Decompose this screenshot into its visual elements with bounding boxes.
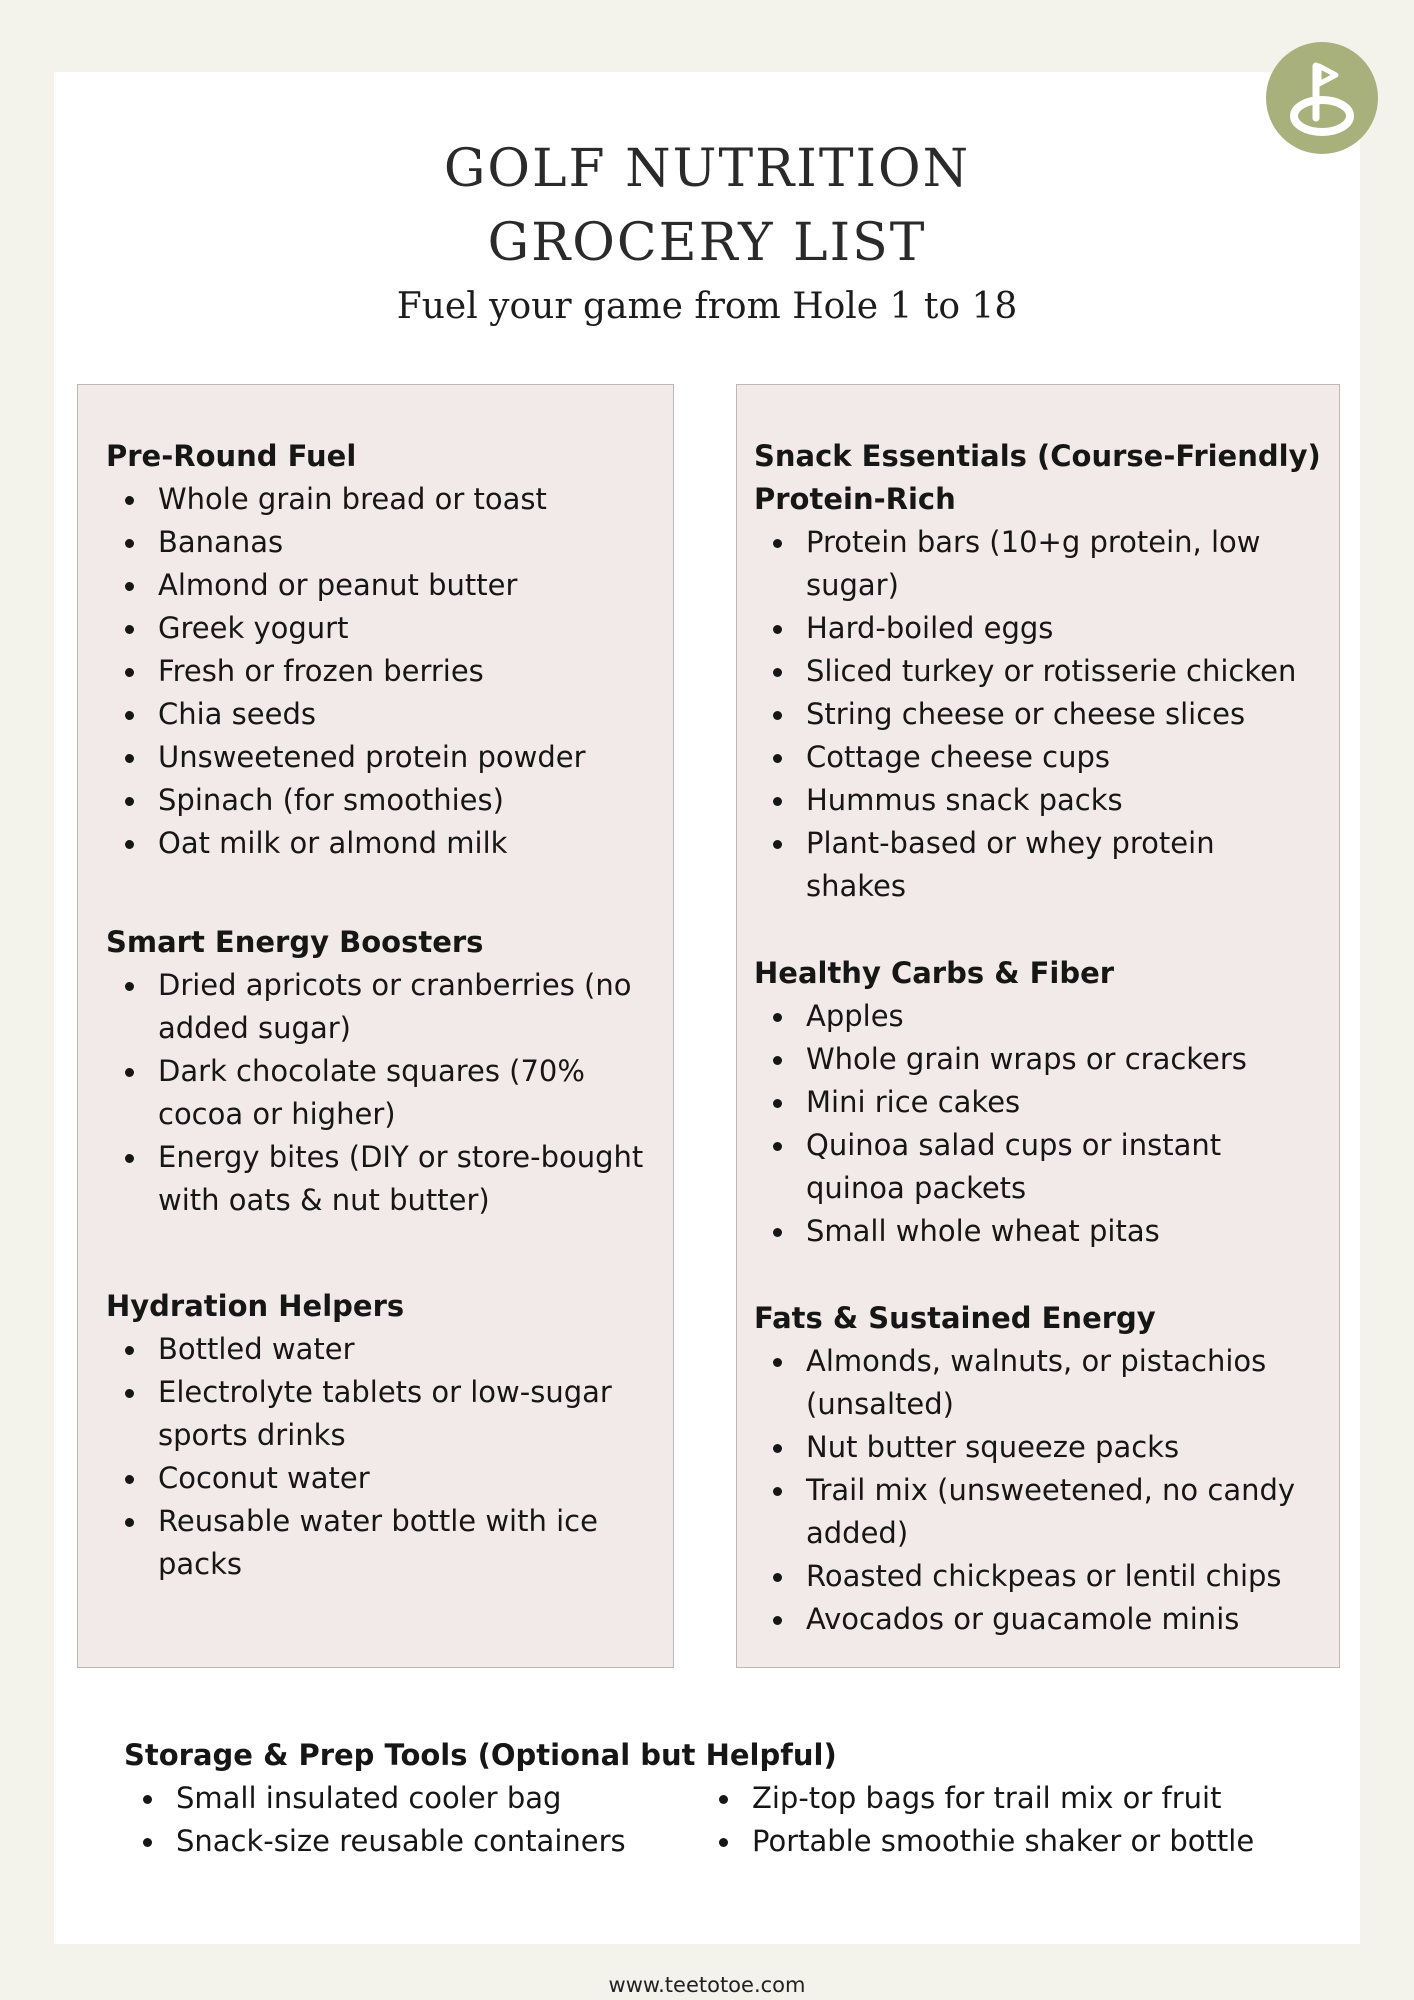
list-item: Electrolyte tablets or low-sugar sports drinks	[106, 1371, 649, 1457]
list-item: Snack-size reusable containers	[124, 1820, 700, 1863]
list-item: String cheese or cheese slices	[754, 693, 1321, 736]
storage-list-col-1	[124, 1777, 700, 1863]
list-item: Coconut water	[106, 1457, 649, 1500]
list-item: Reusable water bottle with ice packs	[106, 1500, 649, 1586]
pre-round-list	[106, 478, 649, 865]
storage-list-col-2	[700, 1777, 1276, 1863]
protein-list	[754, 521, 1321, 908]
carbs-list	[754, 995, 1321, 1253]
list-item: Energy bites (DIY or store-bought with oats & nut butter)	[106, 1136, 649, 1222]
storage-columns	[124, 1777, 1324, 1863]
list-item: Zip-top bags for trail mix or fruit	[700, 1777, 1276, 1820]
list-item: Avocados or guacamole minis	[754, 1598, 1321, 1641]
list-item: Greek yogurt	[106, 607, 649, 650]
title-line-1: GOLF NUTRITION	[443, 139, 971, 199]
energy-boosters-list	[106, 964, 649, 1222]
section-title-hydration: Hydration Helpers	[106, 1289, 405, 1323]
list-item: Quinoa salad cups or instant quinoa packets	[754, 1124, 1321, 1210]
list-item: Hard-boiled eggs	[754, 607, 1321, 650]
section-title-storage: Storage & Prep Tools (Optional but Helpful)	[124, 1738, 837, 1772]
list-item: Oat milk or almond milk	[106, 822, 649, 865]
section-title-carbs: Healthy Carbs & Fiber	[754, 956, 1115, 990]
section-title-protein-rich: Protein-Rich	[754, 482, 956, 516]
list-item: Almonds, walnuts, or pistachios (unsalted)	[754, 1340, 1321, 1426]
list-item: Fresh or frozen berries	[106, 650, 649, 693]
list-item: Small insulated cooler bag	[124, 1777, 700, 1820]
list-item: Dark chocolate squares (70% cocoa or higher)	[106, 1050, 649, 1136]
list-item: Plant-based or whey protein shakes	[754, 822, 1321, 908]
fats-list	[754, 1340, 1321, 1641]
list-item: Hummus snack packs	[754, 779, 1321, 822]
footer-url: www.teetotoe.com	[608, 1973, 806, 1997]
section-title-snack-essentials: Snack Essentials (Course-Friendly)	[754, 439, 1321, 473]
list-item: Trail mix (unsweetened, no candy added)	[754, 1469, 1321, 1555]
left-panel	[77, 384, 674, 1668]
list-item: Nut butter squeeze packs	[754, 1426, 1321, 1469]
list-item: Bananas	[106, 521, 649, 564]
list-item: Sliced turkey or rotisserie chicken	[754, 650, 1321, 693]
list-item: Bottled water	[106, 1328, 649, 1371]
page-title	[0, 132, 1414, 280]
list-item: Protein bars (10+g protein, low sugar)	[754, 521, 1321, 607]
storage-section	[124, 1734, 1324, 1863]
list-item: Apples	[754, 995, 1321, 1038]
list-item: Unsweetened protein powder	[106, 736, 649, 779]
list-item: Portable smoothie shaker or bottle	[700, 1820, 1276, 1863]
section-title-pre-round: Pre-Round Fuel	[106, 439, 357, 473]
list-item: Spinach (for smoothies)	[106, 779, 649, 822]
list-item: Roasted chickpeas or lentil chips	[754, 1555, 1321, 1598]
section-title-fats: Fats & Sustained Energy	[754, 1301, 1156, 1335]
right-panel	[736, 384, 1340, 1668]
list-item: Whole grain bread or toast	[106, 478, 649, 521]
title-line-2: GROCERY LIST	[487, 213, 927, 273]
list-item: Cottage cheese cups	[754, 736, 1321, 779]
list-item: Almond or peanut butter	[106, 564, 649, 607]
list-item: Chia seeds	[106, 693, 649, 736]
list-item: Whole grain wraps or crackers	[754, 1038, 1321, 1081]
list-item: Dried apricots or cranberries (no added sugar)	[106, 964, 649, 1050]
hydration-list	[106, 1328, 649, 1586]
list-item: Small whole wheat pitas	[754, 1210, 1321, 1253]
list-item: Mini rice cakes	[754, 1081, 1321, 1124]
page-subtitle: Fuel your game from Hole 1 to 18	[396, 286, 1018, 327]
section-title-energy-boosters: Smart Energy Boosters	[106, 925, 484, 959]
